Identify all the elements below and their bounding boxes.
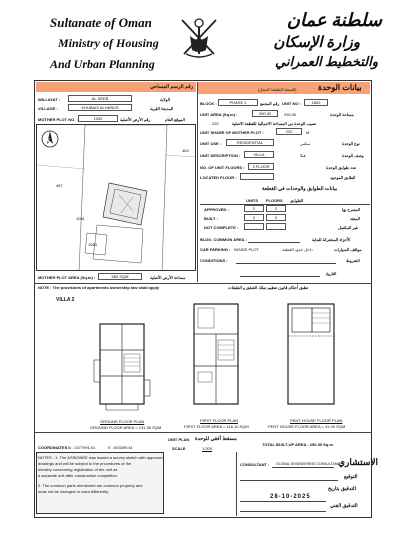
pent-house-title: PENT HOUSE FLOOR PLAN — [290, 418, 343, 423]
top-section-bottom — [34, 283, 372, 284]
col-units: UNITS — [246, 198, 258, 203]
unit-desc-value-ar: فيلا — [300, 153, 306, 158]
note-line-6: must not be changed or used differently. — [38, 489, 110, 494]
note-line-4: a separate unit after construction completion. — [38, 473, 118, 478]
ground-floor-plan-drawing — [92, 320, 152, 412]
built-label: BUILT : — [204, 216, 218, 221]
location-label-ar: الموقع العام — [165, 117, 185, 122]
block-label: BLOCK : — [200, 101, 217, 106]
car-parking-value-ar: داخل حدود القطعة — [282, 247, 313, 252]
unit-floors-label: NO. OF UNIT FLOORS : — [200, 165, 245, 170]
unit-data-title: بيانات الوحدة — [318, 83, 362, 92]
check-date-line — [240, 511, 326, 512]
plot-label-487: 487 — [56, 183, 63, 188]
share-value-top: 220 — [212, 121, 219, 126]
consultant-underline — [272, 467, 334, 468]
unit-floors-field: 3 FLOOR — [248, 163, 274, 170]
signature-label-ar: التوقيع — [344, 474, 358, 480]
header-en-line3: And Urban Planning — [50, 57, 155, 71]
review-date-value: 28-10-2025 — [270, 494, 311, 500]
unit-plan-label-ar: مسقط أفقي للوحدة — [195, 436, 237, 442]
bldg-common-area-label: BLDG. COMMON AREA : — [200, 237, 247, 242]
unit-use-value-ar: سكني — [300, 141, 311, 146]
not-complete-floors — [266, 223, 286, 230]
built-floors: 2 — [266, 214, 286, 221]
village-label: VILLAGE : — [38, 106, 58, 111]
check-date-label-ar: التدقيق الفني — [330, 503, 358, 509]
total-built-up-area: TOTAL BUILT-UP AREA : 290.30 Sq.m — [262, 442, 333, 447]
date-label-ar: التاريخ — [326, 271, 337, 276]
mother-area-label-ar: مساحة الأرض الأصلية — [150, 275, 186, 280]
col-floors: FLOORS — [266, 198, 283, 203]
consultant-value: GLOBAL ENGINEERING CONSULTANCY — [276, 462, 343, 466]
wilayat-label: WILLAYAT : — [38, 97, 61, 102]
unit-area-field-2: 290.30 — [284, 112, 297, 117]
plans-bottom-line — [34, 432, 372, 433]
unit-area-field: 290.30 — [252, 110, 278, 117]
unit-use-field: RESIDENTIAL — [226, 139, 274, 146]
mother-plot-label: MOTHER PLOT NO. : — [38, 117, 78, 122]
header-en-line1: Sultanate of Oman — [50, 15, 152, 30]
wilayat-label-ar: الولاية — [160, 97, 170, 102]
review-date-line — [240, 501, 326, 502]
car-parking-value: INSIDE PLOT — [234, 247, 259, 252]
scale-value: 1:200 — [202, 446, 213, 451]
coordinates-e: E : 603399.61 — [108, 445, 133, 450]
village-field: KHUBAIS ALHABUS — [68, 104, 132, 111]
village-label-ar: المدينة/ القرية — [150, 106, 174, 111]
unit-data-title-note: (الشقة/ الطبقة/ المحل) — [258, 87, 297, 92]
not-complete-label: NOT COMPLETE : — [204, 225, 239, 230]
pent-house-plan-drawing — [282, 300, 340, 410]
first-floor-title: FIRST FLOOR PLAN — [200, 418, 238, 423]
conditions-label-ar: الشروط — [346, 258, 360, 263]
mother-area-label: MOTHER PLOT AREA (Sq.m) : — [38, 275, 96, 280]
villa-label: VILLA 2 — [56, 297, 75, 303]
approved-floors: 2 — [266, 205, 286, 212]
header-ar-line3: والتخطيط العمراني — [275, 54, 378, 69]
located-floor-label-ar: الطابق الموجود — [330, 175, 356, 180]
block-field: PHASE 1 — [218, 99, 258, 106]
pent-house-area: PENT HOUSE FLOOR AREA = 41.90 SQM — [268, 424, 346, 429]
unit-no-field: 1802 — [304, 99, 328, 106]
first-floor-area: FIRST FLOOR AREA = 116.10 SQM — [184, 424, 249, 429]
consultant-label: CONSULTANT : — [240, 462, 270, 467]
unit-floors-label-ar: عدد طوابق الوحدة — [326, 165, 357, 170]
plot-label-1063: 1063 — [88, 242, 97, 247]
header-ar-line2: وزارة الإسكان — [273, 35, 360, 51]
approved-units: 2 — [244, 205, 264, 212]
unit-desc-label-ar: وصف الوحدة — [342, 153, 364, 158]
mother-plot-field: 1052 — [78, 115, 118, 122]
unit-area-label: UNIT AREA (Sq.m) : — [200, 112, 238, 117]
sketch-title: رقم الرسم المساحي — [150, 84, 194, 90]
note-line-1: NOTES : 1. The ASSIGNEE was issued a survey sketch with approved — [38, 455, 164, 460]
plot-label-1061: 1061 — [76, 216, 85, 221]
unit-use-label-ar: نوع الوحدة — [342, 141, 360, 146]
built-label-ar: المنفذ — [350, 216, 360, 221]
unit-no-label-ar: رقم المجمع — [260, 101, 280, 106]
not-complete-units — [244, 223, 264, 230]
conditions-line — [236, 263, 336, 264]
panel-divider — [197, 82, 198, 282]
share-label: UNIT SHARE OF MOTHER PLOT : — [200, 130, 264, 135]
located-floor-field — [240, 173, 274, 180]
date-line — [240, 276, 320, 277]
review-date-label-ar: التدقيق بتاريخ — [328, 486, 356, 492]
north-arrow-icon — [40, 128, 60, 150]
site-plan — [36, 124, 196, 271]
car-parking-label: CAR PARKING : — [200, 247, 231, 252]
header-ar-line1: سلطنة عمان — [286, 10, 382, 30]
bottom-divider — [236, 452, 237, 516]
scale-label: SCALE — [172, 446, 186, 451]
note-text: NOTE : The provisions of apartments ownership law shall apply — [38, 285, 160, 290]
unit-area-label-ar: مساحة الوحدة — [330, 112, 354, 117]
plot-label-464: 464 — [182, 148, 189, 153]
share-field: 220 — [276, 128, 302, 135]
ground-floor-area: GROUND FLOOR AREA = 131.30 SQM — [90, 425, 162, 430]
approved-label: APPROVED : — [204, 207, 229, 212]
bldg-common-area-label-ar: الأجزاء المشتركة للبناية — [312, 237, 351, 242]
note-line-5: 2. The common parts mentioned are common property and — [38, 483, 143, 488]
bldg-common-area-line — [248, 242, 300, 243]
share-label-ar: نصيب الوحدة من المساحة الاجمالية للقطعة الاصلية — [232, 121, 317, 126]
unit-no-label: UNIT NO : — [282, 101, 301, 106]
note-line-3: ministry concerning registration of the unit as — [38, 467, 118, 472]
unit-desc-label: UNIT DESCRIPTION : — [200, 153, 241, 158]
coordinates-n: N : 2477991.61 — [68, 445, 96, 450]
conditions-label: CONDITIONS : — [200, 258, 228, 263]
floors-section-title: بيانات الطوابق والوحدات في القطعة — [262, 186, 338, 192]
note-text-ar: تطبق أحكام قانون تنظيم تملك الشقق و الطبقات — [228, 285, 309, 290]
consultant-label-ar: الاستشاري — [338, 457, 379, 467]
unit-desc-field: VILLA — [244, 151, 274, 158]
north-label: N — [46, 138, 50, 144]
mother-area-field: 560 SQM — [98, 273, 142, 280]
first-floor-plan-drawing — [188, 300, 244, 410]
car-parking-label-ar: مواقف السيارات — [334, 247, 362, 252]
oman-emblem — [176, 14, 222, 62]
located-floor-label: LOCATED FLOOR : — [200, 175, 237, 180]
col-floors-ar: الطوابق — [290, 198, 304, 203]
not-complete-label-ar: غير المكتمل — [338, 225, 359, 230]
note-line-2: drawings and will be subject to the procedures of the — [38, 461, 132, 466]
unit-plan-label: UNIT PLAN — [168, 437, 190, 442]
share-unit: M — [306, 130, 310, 135]
coordinates-label: COORDINATES : — [38, 445, 70, 450]
header-en-line2: Ministry of Housing — [58, 36, 159, 50]
unit-use-label: UNIT USE : — [200, 141, 222, 146]
signature-line — [240, 480, 338, 481]
mother-plot-label-ar: رقم الأرض الأصلية — [120, 117, 151, 122]
wilayat-field: AL SEEB — [68, 95, 132, 102]
ground-floor-title: GROUND FLOOR PLAN — [100, 419, 145, 424]
built-units: 2 — [244, 214, 264, 221]
approved-label-ar: المصرح بها — [342, 207, 361, 212]
